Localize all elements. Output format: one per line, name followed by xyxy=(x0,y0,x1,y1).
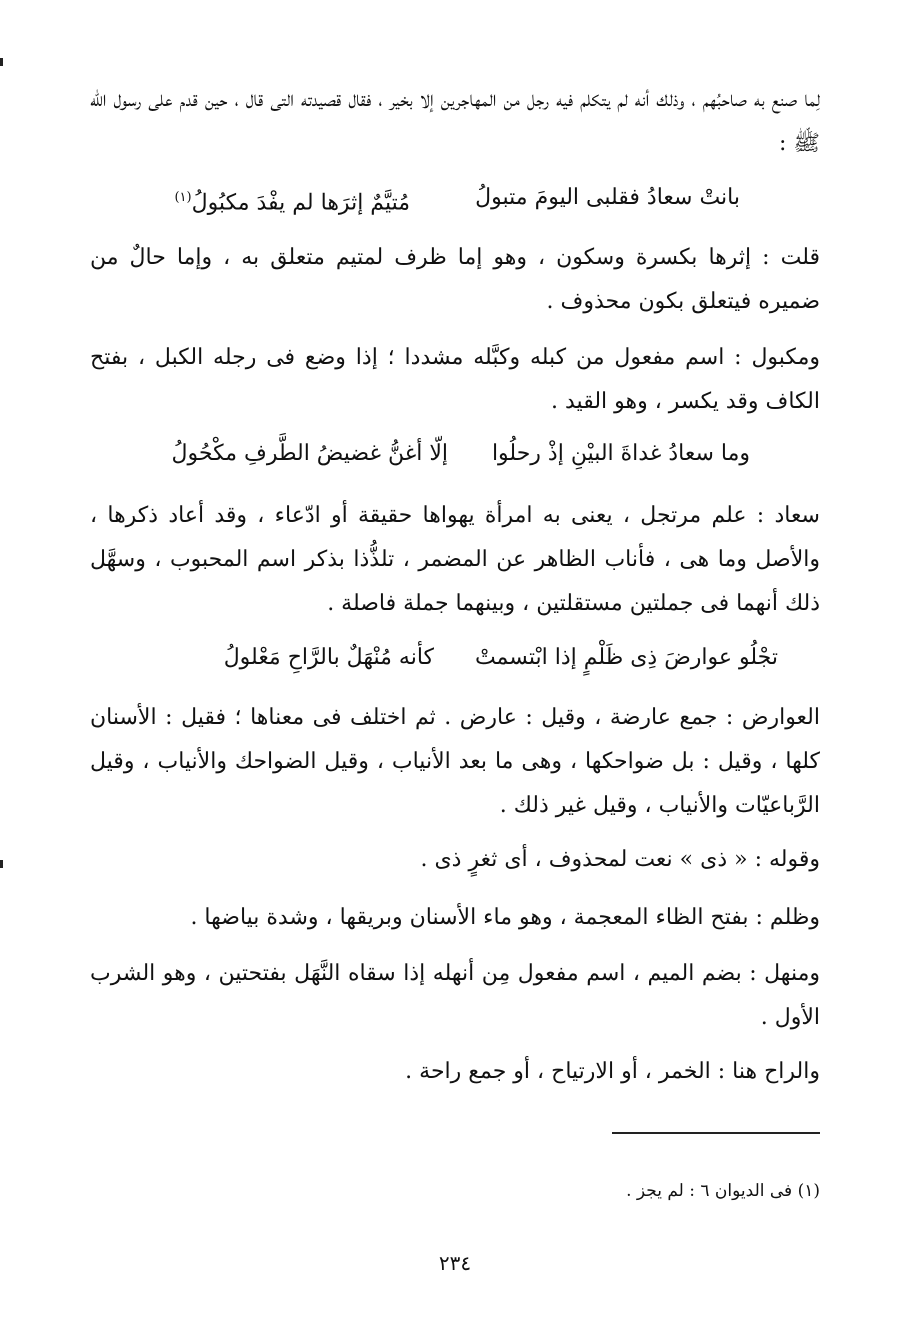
verse-1-second-text: مُتيَّمٌ إثرَها لم يفْدَ مكبُولُ xyxy=(191,190,410,216)
verse-3-second-hemistich: كأنه مُنْهَلٌ بالرَّاحِ مَعْلولُ xyxy=(223,645,434,670)
verse-1-second-hemistich xyxy=(174,176,410,225)
page-number: ٢٣٤ xyxy=(438,1251,472,1275)
scan-edge-mark xyxy=(0,58,3,66)
paragraph-dhi: وقوله : « ذى » نعت لمحذوف ، أى ثغرٍ ذى . xyxy=(420,847,820,872)
verse-2-first-hemistich: وما سعادُ غداةَ البيْنِ إذْ رحلُوا xyxy=(491,441,750,466)
paragraph-makbul: ومكبول : اسم مفعول من كبله وكبَّله مشددا ؛ إذا وضع فى رجله الكبل ، بفتح الكاف وقد يكسر ، وهو القيد . xyxy=(90,345,820,414)
paragraph-awarid: العوارض : جمع عارضة ، وقيل : عارض . ثم اختلف فى معناها ؛ فقيل : الأسنان كلها ، وقيل : بل ضواحكها ، وهى ما بعد الأنياب ، وقيل الضواحك والأنياب ، وقيل الرَّباعيّات والأنياب ، وقيل غير ذلك . xyxy=(90,705,820,818)
verse-1-first-hemistich: بانتْ سعادُ فقلبى اليومَ متبولُ xyxy=(475,185,740,210)
paragraph-manhal: ومنهل : بضم الميم ، اسم مفعول مِن أنهله إذا سقاه النَّهَل بفتحتين ، وهو الشرب الأول . xyxy=(90,961,820,1030)
paragraph-intro: لِما صنع به صاحبُهم ، وذلك أنه لم يتكلم فيه رجل من المهاجرين إلا بخير ، فقال قصيدته التى قال ، حين قدم على رسول الله ﷺ : xyxy=(90,87,820,156)
paragraph-zalm: وظلم : بفتح الظاء المعجمة ، وهو ماء الأسنان وبريقها ، وشدة بياضها . xyxy=(190,905,820,930)
paragraph-ithraha: قلت : إثرها بكسرة وسكون ، وهو إما ظرف لمتيم متعلق به ، وإما حالٌ من ضميره فيتعلق بكون محذوف . xyxy=(90,245,820,314)
paragraph-suad: سعاد : علم مرتجل ، يعنى به امرأة يهواها حقيقة أو ادّعاء ، وقد أعاد ذكرها ، والأصل وما هى ، فأناب الظاهر عن المضمر ، تلذُّذا بذكر اسم المحبوب ، وسهَّل ذلك أنهما فى جملتين مستقلتين ، وبينهما جملة فاصلة . xyxy=(90,503,820,616)
paragraph-rah: والراح هنا : الخمر ، أو الارتياح ، أو جمع راحة . xyxy=(405,1059,820,1084)
scan-edge-mark xyxy=(0,860,3,868)
footnote: (١) فى الديوان ٦ : لم يجز . xyxy=(626,1181,820,1201)
footnote-ref: (١) xyxy=(174,190,192,205)
verse-3-first-hemistich: تجْلُو عوارضَ ذِى ظَلْمٍ إذا ابْتسمتْ xyxy=(474,645,778,670)
footnote-separator xyxy=(612,1132,820,1134)
verse-2-second-hemistich: إلّا أغنُّ غضيضُ الطَّرفِ مكْحُولُ xyxy=(171,441,448,466)
